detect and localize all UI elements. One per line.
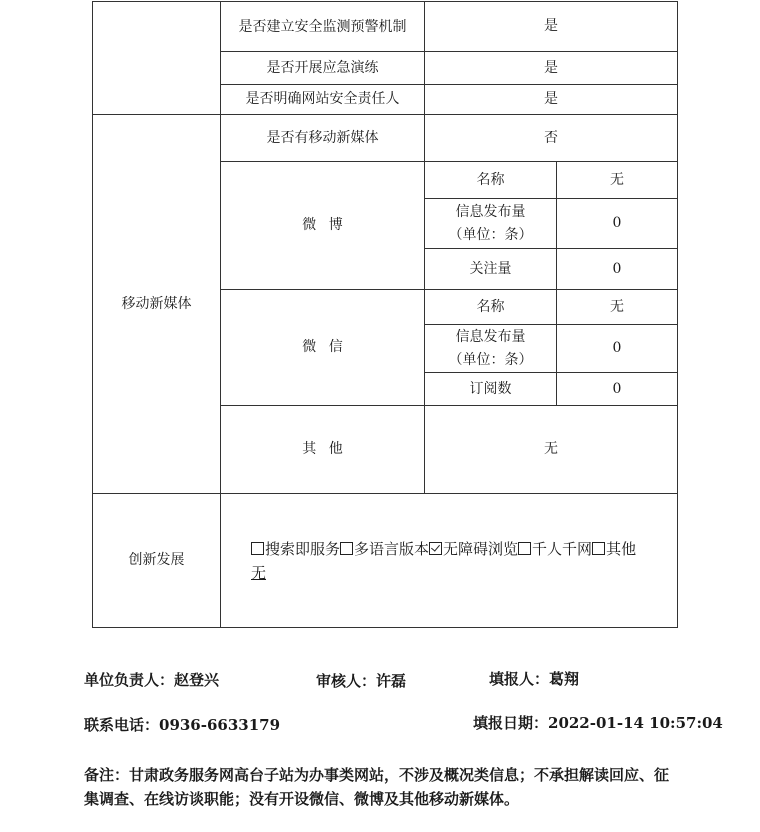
weixin-posts-value: 0 bbox=[557, 325, 678, 373]
weixin-name-label: 名称 bbox=[425, 290, 557, 325]
empty-category-cell bbox=[93, 2, 221, 115]
weixin-name-value: 无 bbox=[557, 290, 678, 325]
filler: 填报人：葛翔 bbox=[489, 670, 580, 688]
row-label: 是否开展应急演练 bbox=[221, 52, 425, 85]
weibo-name-value: 无 bbox=[557, 162, 678, 199]
innovation-options bbox=[221, 494, 678, 628]
option-label: 无障碍浏览 bbox=[443, 539, 519, 558]
responsible-person: 单位负责人：赵登兴 bbox=[84, 671, 220, 689]
checkbox-other[interactable] bbox=[592, 542, 605, 555]
weixin-posts-label: 信息发布量 （单位：条） bbox=[425, 325, 557, 373]
remarks: 备注：甘肃政务服务网高台子站为办事类网站，不涉及概况类信息；不承担解读回应、征集调查、在线访谈职能；没有开设微信、微博及其他移动新媒体。 bbox=[84, 766, 670, 808]
other-media-value: 无 bbox=[425, 406, 678, 494]
row-label: 是否建立安全监测预警机制 bbox=[221, 2, 425, 52]
row-value: 是 bbox=[425, 2, 678, 52]
checkbox-search-service[interactable] bbox=[251, 542, 264, 555]
option-label: 搜索即服务 bbox=[265, 539, 341, 558]
weibo-posts-value: 0 bbox=[557, 199, 678, 249]
weibo-name-label: 名称 bbox=[425, 162, 557, 199]
row-value: 是 bbox=[425, 85, 678, 115]
mobile-media-section-label: 移动新媒体 bbox=[93, 115, 221, 494]
has-mobile-media-label: 是否有移动新媒体 bbox=[221, 115, 425, 162]
contact-phone: 联系电话：0936-6633179 bbox=[84, 716, 281, 734]
reviewer: 审核人：许磊 bbox=[316, 672, 407, 690]
has-mobile-media-value: 否 bbox=[425, 115, 678, 162]
weibo-label: 微博 bbox=[221, 162, 425, 290]
checkbox-personalized[interactable] bbox=[518, 542, 531, 555]
checkbox-accessibility[interactable] bbox=[429, 542, 442, 555]
weixin-sub-label: 订阅数 bbox=[425, 373, 557, 406]
row-value: 是 bbox=[425, 52, 678, 85]
weibo-follow-value: 0 bbox=[557, 249, 678, 290]
checkbox-multilingual[interactable] bbox=[340, 542, 353, 555]
weixin-sub-value: 0 bbox=[557, 373, 678, 406]
option-label: 其他 bbox=[606, 539, 637, 558]
innovation-other-value: 无 bbox=[251, 563, 267, 582]
weibo-follow-label: 关注量 bbox=[425, 249, 557, 290]
other-media-label: 其他 bbox=[221, 406, 425, 494]
innovation-label: 创新发展 bbox=[93, 494, 221, 628]
fill-date: 填报日期：2022-01-14 10:57:04 bbox=[473, 714, 723, 732]
weixin-label: 微信 bbox=[221, 290, 425, 406]
report-table bbox=[92, 1, 678, 628]
option-label: 多语言版本 bbox=[354, 539, 430, 558]
weibo-posts-label: 信息发布量 （单位：条） bbox=[425, 199, 557, 249]
row-label: 是否明确网站安全责任人 bbox=[221, 85, 425, 115]
option-label: 千人千网 bbox=[532, 539, 593, 558]
